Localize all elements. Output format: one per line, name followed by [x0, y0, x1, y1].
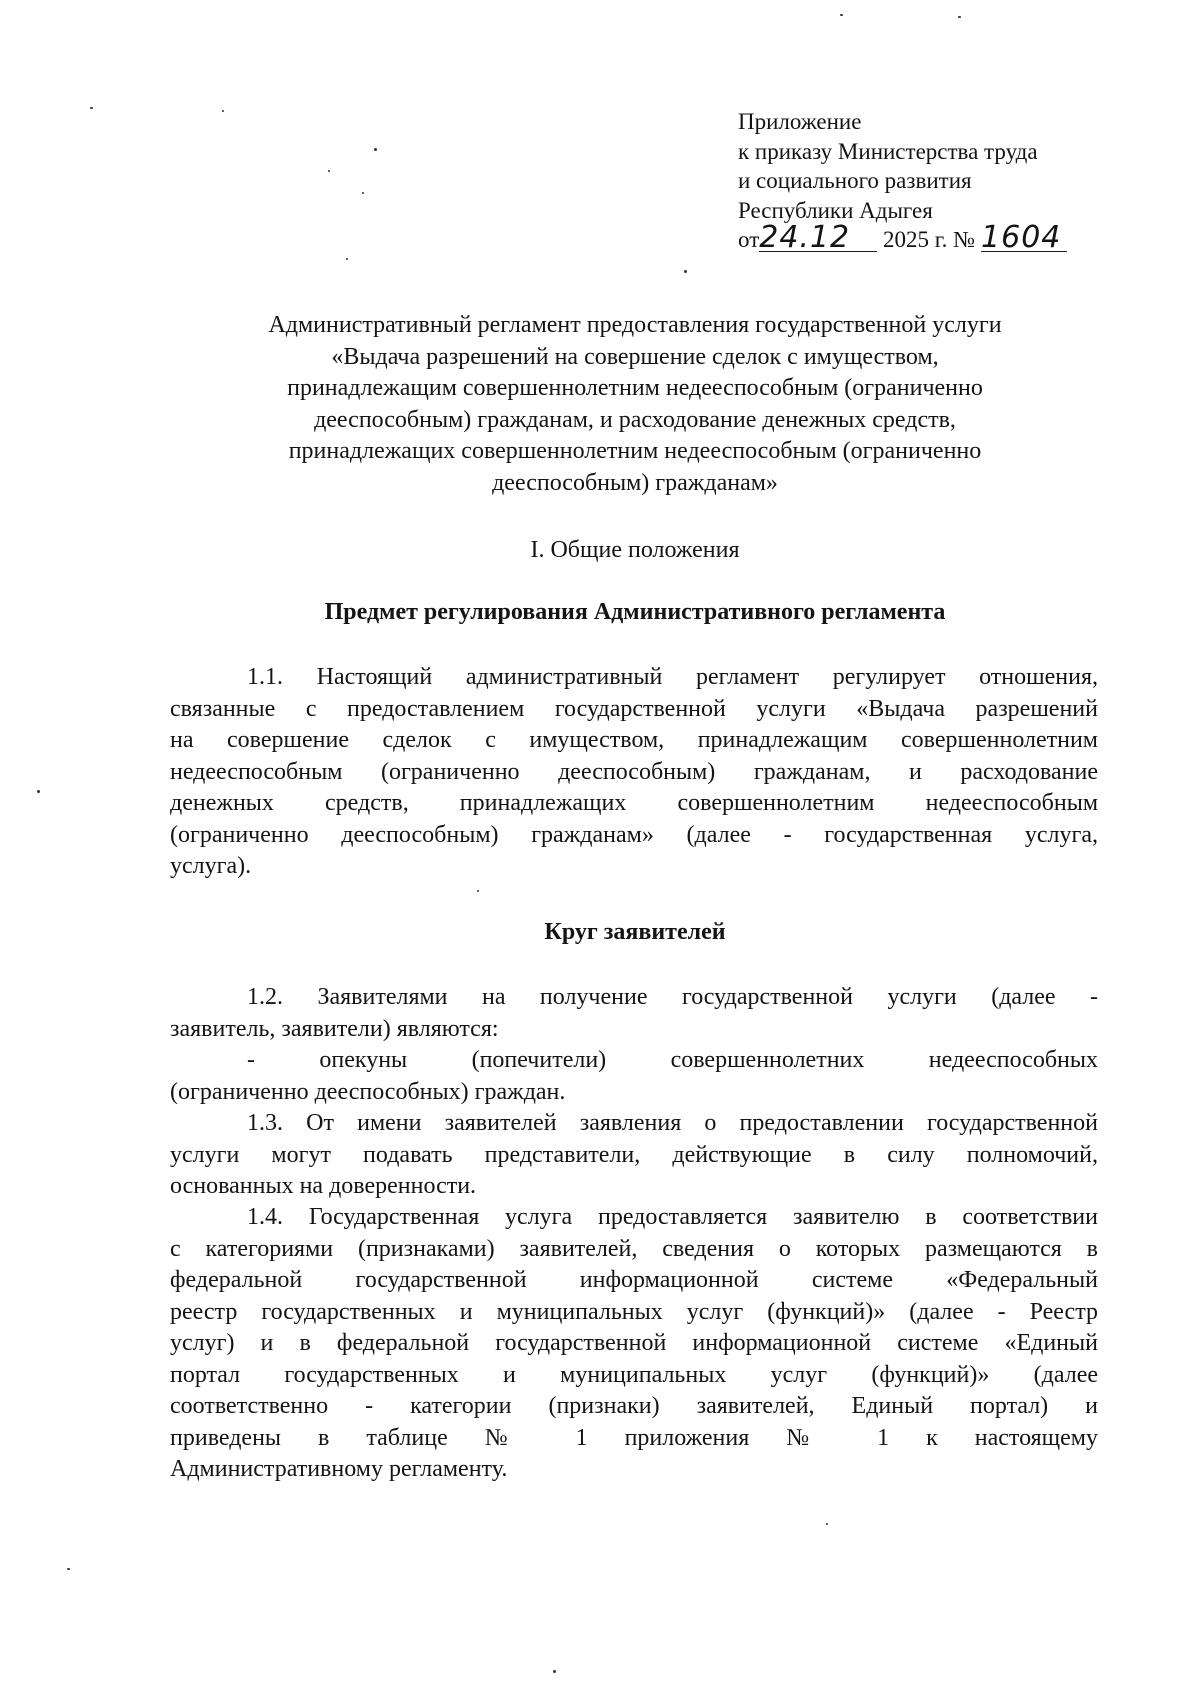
paragraph-line: услуги могут подавать представители, действующие в силу полномочий,: [170, 1141, 1098, 1168]
paragraph-line: недееспособным (ограниченно дееспособным) гражданам, и расходование: [170, 758, 1098, 785]
section-heading: I. Общие положения: [530, 537, 740, 563]
scan-speck: [346, 258, 348, 260]
paragraph-1-4: [170, 1202, 1098, 1486]
paragraph-1-1: [170, 662, 1098, 883]
subsection-heading-subject: Предмет регулирования Административного регламента: [324, 599, 946, 625]
paragraph-1-2: [170, 982, 1098, 1045]
paragraph-line: на совершение сделок с имуществом, принадлежащим совершеннолетним: [170, 727, 1098, 753]
paragraph-line: 1.1. Настоящий административный регламент регулирует отношения,: [247, 664, 1098, 690]
attachment-line: Республики Адыгея: [738, 197, 933, 223]
paragraph-line: Административному регламенту.: [170, 1456, 508, 1482]
paragraph-line: основанных на доверенности.: [170, 1173, 477, 1199]
document-title: [170, 310, 1100, 499]
scan-speck: [826, 1523, 828, 1525]
paragraph-line: (ограниченно дееспособных) граждан.: [170, 1078, 566, 1105]
scan-speck: [477, 890, 479, 892]
prefix-from: от: [738, 227, 760, 252]
paragraph-line: - опекуны (попечители) совершеннолетних недееспособных: [247, 1047, 1098, 1073]
year-text: 2025 г. №: [883, 227, 976, 252]
scan-speck: [958, 16, 961, 18]
scan-speck: [362, 192, 364, 194]
list-item-guardians: [170, 1045, 1098, 1108]
title-line: Административный регламент предоставления государственной услуги: [268, 312, 1002, 338]
paragraph-line: (ограниченно дееспособным) гражданам» (далее - государственная услуга,: [170, 821, 1098, 848]
paragraph-line: заявитель, заявители) являются:: [170, 1015, 499, 1042]
scan-speck: [328, 170, 330, 172]
scan-speck: [222, 110, 224, 112]
paragraph-line: федеральной государственной информационной системе «Федеральный: [170, 1267, 1098, 1293]
paragraph-line: реестр государственных и муниципальных услуг (функций)» (далее - Реестр: [170, 1298, 1098, 1325]
scan-speck: [67, 1568, 70, 1570]
paragraph-line: услуга).: [170, 853, 252, 879]
attachment-block: [738, 107, 1098, 255]
scan-speck: [684, 270, 687, 273]
scan-speck: [37, 790, 40, 793]
title-line: принадлежащим совершеннолетним недееспособным (ограниченно: [287, 375, 983, 401]
attachment-line: к приказу Министерства труда: [738, 138, 1038, 164]
title-line: дееспособным) гражданам»: [492, 469, 778, 496]
attachment-date-line: [738, 220, 1098, 255]
handwritten-number: 1604: [981, 225, 1067, 252]
paragraph-line: соответственно - категории (признаки) заявителей, Единый портал) и: [170, 1393, 1098, 1419]
paragraph-line: с категориями (признаками) заявителей, сведения о которых размещаются в: [170, 1235, 1098, 1262]
paragraph-1-3: [170, 1108, 1098, 1203]
scan-speck: [553, 1670, 556, 1673]
paragraph-line: связанные с предоставлением государственной услуги «Выдача разрешений: [170, 695, 1098, 722]
attachment-line: и социального развития: [738, 168, 972, 193]
paragraph-line: 1.2. Заявителями на получение государственной услуги (далее -: [247, 984, 1098, 1010]
title-line: дееспособным) гражданам, и расходование денежных средств,: [314, 406, 956, 433]
scan-speck: [90, 107, 93, 109]
paragraph-line: денежных средств, принадлежащих совершеннолетним недееспособным: [170, 790, 1098, 816]
title-line: «Выдача разрешений на совершение сделок с имуществом,: [331, 343, 939, 370]
paragraph-line: 1.4. Государственная услуга предоставляется заявителю в соответствии: [247, 1204, 1098, 1230]
paragraph-line: 1.3. От имени заявителей заявления о предоставлении государственной: [247, 1110, 1098, 1136]
attachment-line: Приложение: [738, 109, 862, 134]
subsection-heading-applicants: Круг заявителей: [544, 919, 726, 945]
paragraph-line: приведены в таблице № 1 приложения № 1 к настоящему: [170, 1424, 1098, 1451]
scan-speck: [840, 14, 843, 16]
title-line: принадлежащих совершеннолетним недееспособным (ограниченно: [288, 438, 982, 464]
scan-speck: [374, 148, 377, 151]
paragraph-line: портал государственных и муниципальных услуг (функций)» (далее: [170, 1361, 1098, 1388]
handwritten-date: 24.12: [759, 225, 877, 252]
paragraph-line: услуг) и в федеральной государственной информационной системе «Единый: [170, 1330, 1098, 1356]
